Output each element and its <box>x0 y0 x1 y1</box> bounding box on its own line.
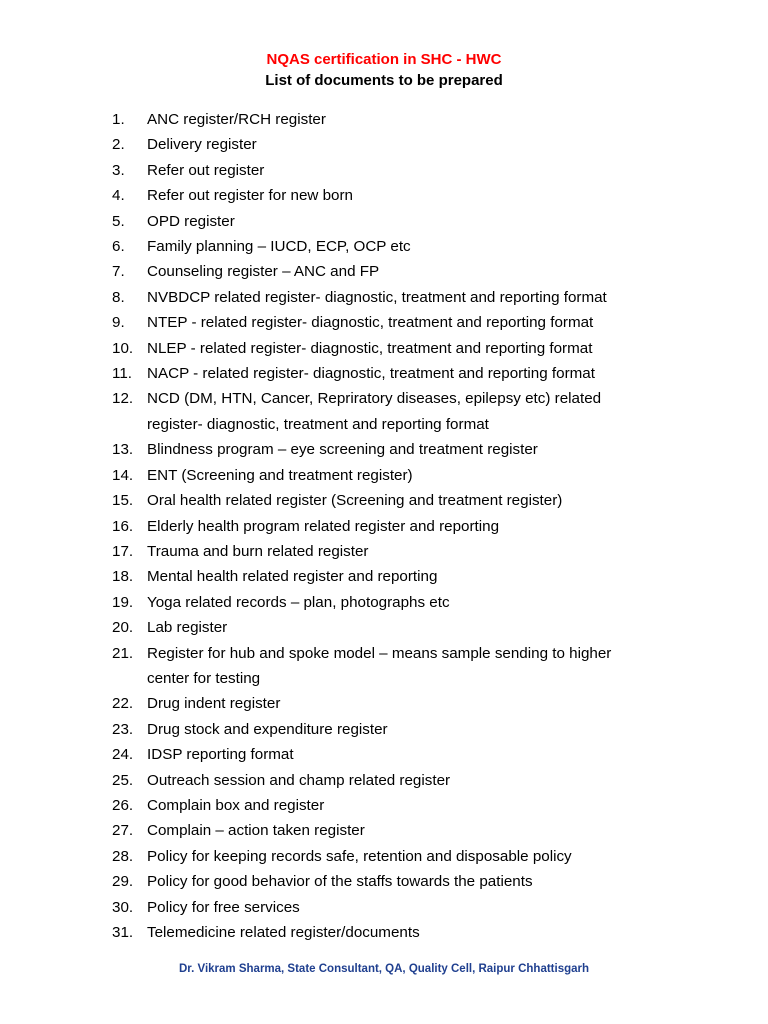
list-item-text: Elderly health program related register and reporting <box>147 517 500 535</box>
document-title: NQAS certification in SHC - HWC <box>266 51 502 68</box>
list-item-text: Refer out register <box>147 161 265 179</box>
list-item-number: 30. <box>112 898 134 916</box>
list-item <box>0 234 768 259</box>
list-item-text: Drug indent register <box>147 695 281 713</box>
list-item-text: Counseling register – ANC and FP <box>147 263 380 281</box>
list-item-text: NVBDCP related register- diagnostic, treatment and reporting format <box>147 288 607 306</box>
list-item-number: 5. <box>112 212 125 230</box>
list-item <box>0 564 768 589</box>
list-item-text: Telemedicine related register/documents <box>147 924 420 941</box>
list-item-number: 21. <box>112 644 134 662</box>
list-item-text: Policy for keeping records safe, retention and disposable policy <box>147 847 572 865</box>
document-subtitle: List of documents to be prepared <box>265 72 503 89</box>
list-item <box>0 920 768 945</box>
list-item-number: 26. <box>112 796 134 814</box>
list-item-number: 25. <box>112 771 134 789</box>
list-item <box>0 818 768 843</box>
list-item-number: 15. <box>112 492 134 510</box>
list-item-text: IDSP reporting format <box>147 746 294 764</box>
list-item-number: 6. <box>112 238 125 256</box>
list-item-text: Delivery register <box>147 136 257 154</box>
list-item-number: 20. <box>112 619 134 637</box>
list-item-text: ENT (Screening and treatment register) <box>147 466 413 484</box>
list-item-number: 28. <box>112 847 134 865</box>
list-item-text: Drug stock and expenditure register <box>147 720 388 738</box>
list-item <box>0 641 768 692</box>
list-item <box>0 132 768 157</box>
list-item-number: 22. <box>112 695 134 713</box>
list-item <box>0 336 768 361</box>
documents-list <box>0 107 768 945</box>
list-item <box>0 107 768 132</box>
list-item <box>0 615 768 640</box>
list-item-text: Family planning – IUCD, ECP, OCP etc <box>147 238 411 256</box>
list-item <box>0 209 768 234</box>
list-item-number: 12. <box>112 390 134 408</box>
list-item-text: Register for hub and spoke model – means sample sending to higher center for testing <box>147 644 612 687</box>
list-item-number: 4. <box>112 187 125 205</box>
list-item-number: 23. <box>112 720 134 738</box>
list-item-number: 18. <box>112 568 134 586</box>
list-item <box>0 895 768 920</box>
list-item <box>0 590 768 615</box>
list-item-text: Complain box and register <box>147 796 325 814</box>
list-item-number: 11. <box>112 365 132 383</box>
list-item <box>0 539 768 564</box>
list-item <box>0 793 768 818</box>
list-item-text: NCD (DM, HTN, Cancer, Repriratory diseases, epilepsy etc) related register- diagnostic, treatment and reporting format <box>147 390 602 433</box>
list-item <box>0 259 768 284</box>
list-item-number: 3. <box>112 161 125 179</box>
list-item-text: Lab register <box>147 619 228 637</box>
list-item <box>0 386 768 437</box>
list-item-text: Policy for good behavior of the staffs towards the patients <box>147 873 533 891</box>
list-item <box>0 844 768 869</box>
list-item <box>0 768 768 793</box>
list-item-text: Trauma and burn related register <box>147 542 369 560</box>
list-item-text: NTEP - related register- diagnostic, treatment and reporting format <box>147 314 594 332</box>
list-item-number: 29. <box>112 873 134 891</box>
list-item-number: 24. <box>112 746 134 764</box>
list-item-number: 19. <box>112 593 134 611</box>
list-item <box>0 717 768 742</box>
list-item <box>0 488 768 513</box>
list-item-number: 2. <box>112 136 125 154</box>
list-item-text: NACP - related register- diagnostic, treatment and reporting format <box>147 365 595 383</box>
list-item <box>0 310 768 335</box>
list-item-text: Mental health related register and reporting <box>147 568 438 586</box>
list-item <box>0 463 768 488</box>
list-item <box>0 158 768 183</box>
list-item-number: 16. <box>112 517 134 535</box>
list-item <box>0 183 768 208</box>
list-item <box>0 869 768 894</box>
list-item-number: 8. <box>112 288 125 306</box>
list-item-text: ANC register/RCH register <box>147 111 326 128</box>
list-item <box>0 285 768 310</box>
list-item <box>0 361 768 386</box>
list-item-number: 7. <box>112 263 125 281</box>
list-item <box>0 691 768 716</box>
list-item-number: 13. <box>112 441 134 459</box>
list-item-text: OPD register <box>147 212 235 230</box>
list-item-number: 17. <box>112 542 134 560</box>
list-item-text: Blindness program – eye screening and treatment register <box>147 441 538 459</box>
list-item-number: 9. <box>112 314 125 332</box>
list-item-text: NLEP - related register- diagnostic, treatment and reporting format <box>147 339 593 357</box>
list-item <box>0 514 768 539</box>
list-item-text: Oral health related register (Screening and treatment register) <box>147 492 563 510</box>
list-item-text: Outreach session and champ related register <box>147 771 451 789</box>
list-item <box>0 742 768 767</box>
list-item <box>0 437 768 462</box>
list-item-number: 14. <box>112 466 134 484</box>
list-item-text: Policy for free services <box>147 898 300 916</box>
list-item-text: Complain – action taken register <box>147 822 365 840</box>
list-item-text: Yoga related records – plan, photographs etc <box>147 593 450 611</box>
list-item-number: 10. <box>112 339 134 357</box>
footer-credit: Dr. Vikram Sharma, State Consultant, QA, Quality Cell, Raipur Chhattisgarh <box>178 963 590 975</box>
list-item-number: 1. <box>112 111 125 128</box>
list-item-number: 31. <box>112 924 134 941</box>
list-item-number: 27. <box>112 822 134 840</box>
list-item-text: Refer out register for new born <box>147 187 353 205</box>
